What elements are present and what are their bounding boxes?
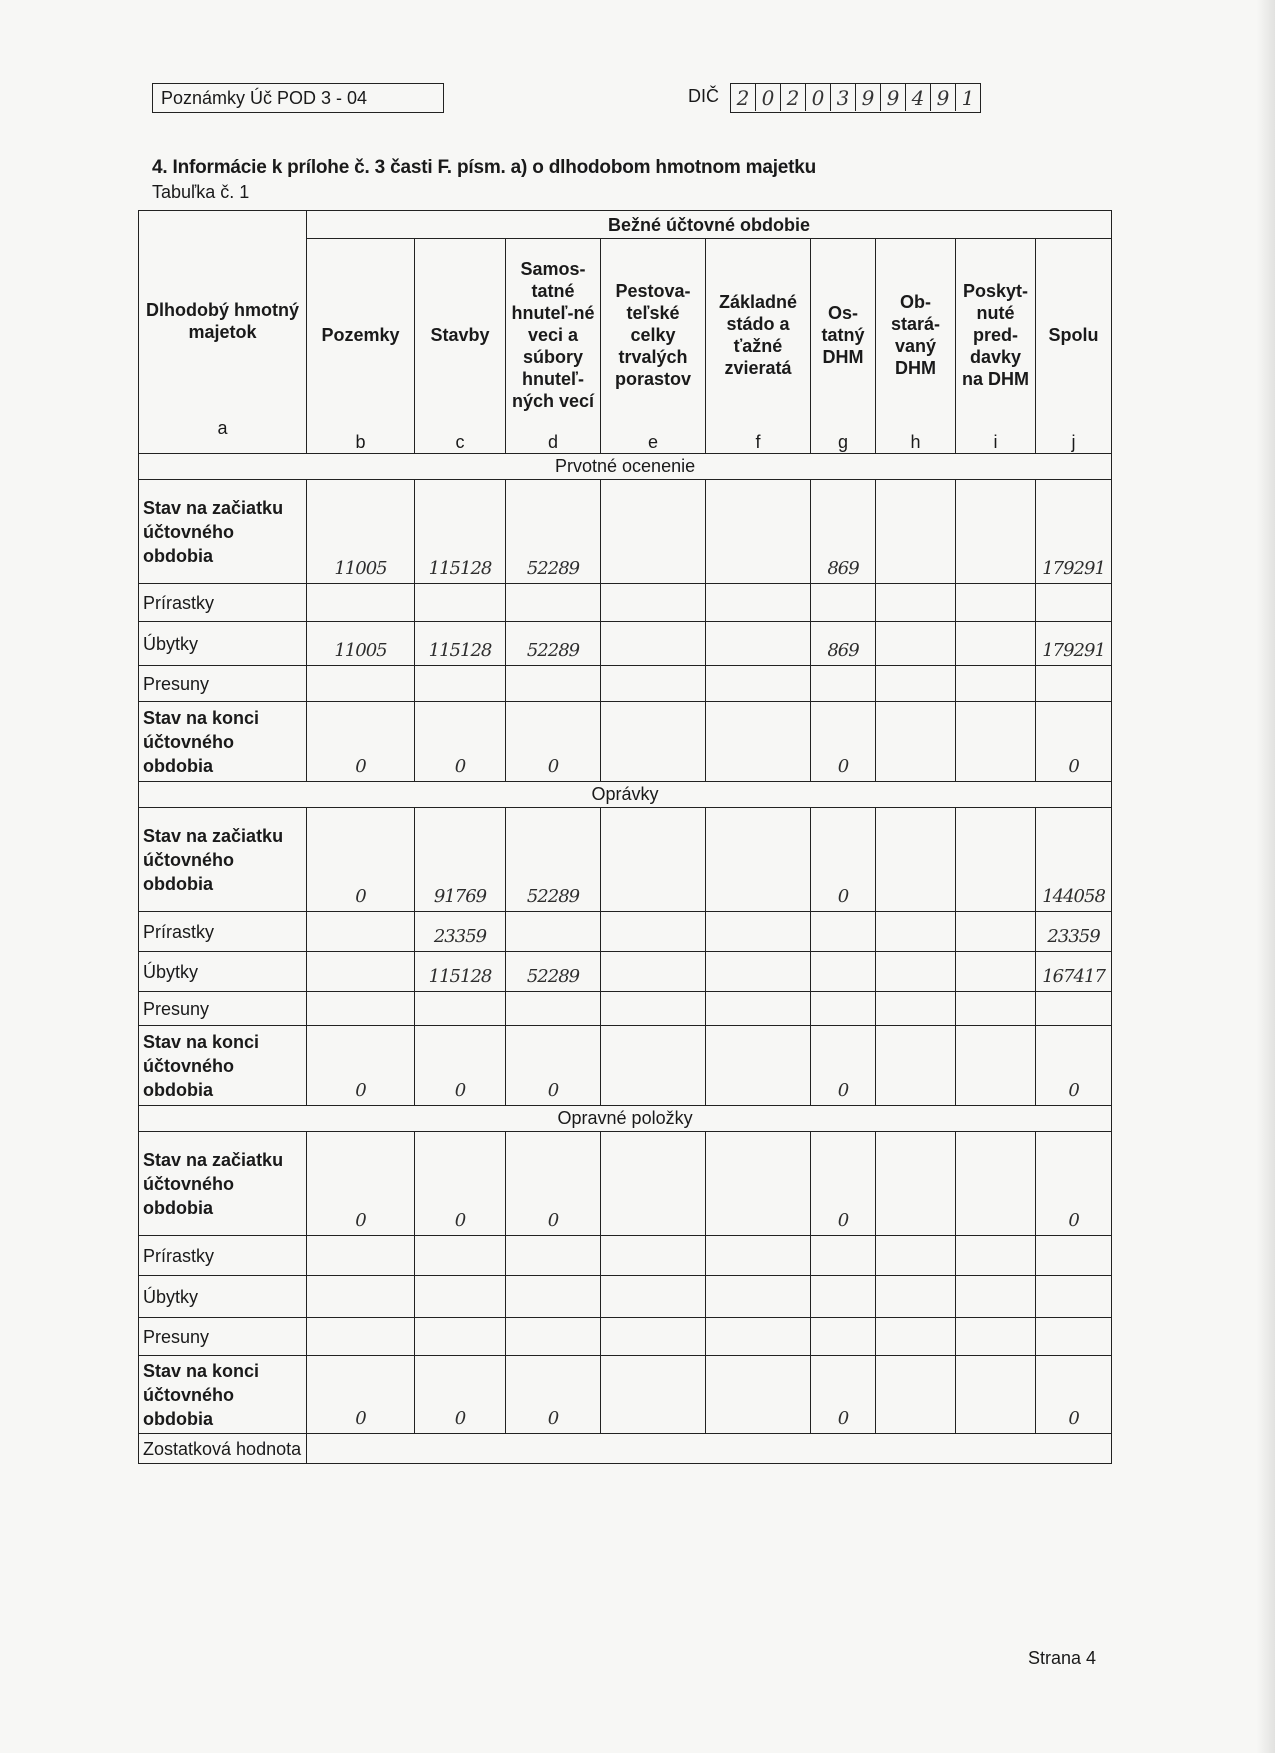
- col-letter-f: f: [755, 432, 761, 452]
- cell-p-ubytky-d: 52289: [506, 622, 601, 666]
- col-header-e: [601, 239, 706, 454]
- row-label-stav-zaciatok: Stav na začiatku účtovného obdobia: [139, 480, 307, 584]
- cell-o-end-b: 0: [307, 1026, 415, 1106]
- col-letter-g: g: [837, 432, 848, 452]
- cell-p-end-b: 0: [307, 702, 415, 782]
- form-code-box: Poznámky Úč POD 3 - 04: [152, 83, 444, 113]
- cell-op-end-c: 0: [415, 1356, 506, 1434]
- cell-o-ubytky-c: 115128: [415, 952, 506, 992]
- col-letter-e: e: [647, 432, 658, 452]
- col-header-b: [307, 239, 415, 454]
- dic-digit: 9: [881, 84, 906, 111]
- cell-o-start-d: 52289: [506, 808, 601, 912]
- cell-p-start-h: [876, 480, 956, 584]
- row-label-stav-zaciatok: Stav na začiatku účtovného obdobia: [139, 1132, 307, 1236]
- cell-o-start-b: 0: [307, 808, 415, 912]
- section-opravky: Oprávky: [139, 782, 1112, 808]
- col-label-d: Samos-tatné hnuteľ-né veci a súbory hnuteľ-ných vecí: [511, 259, 595, 411]
- cell-p-start-b: 11005: [307, 480, 415, 584]
- row-label-presuny: Presuny: [139, 666, 307, 702]
- page-number: Strana 4: [1028, 1648, 1097, 1668]
- col-header-f: [706, 239, 811, 454]
- col-header-a: [139, 211, 307, 454]
- cell-p-start-j: 179291: [1036, 480, 1112, 584]
- cell-o-prirastky-j: 23359: [1036, 912, 1112, 952]
- col-label-e: Pestova-teľské celky trvalých porastov: [614, 281, 692, 389]
- col-label-i: Poskyt-nuté pred-davky na DHM: [962, 281, 1029, 389]
- col-header-g: [811, 239, 876, 454]
- cell-p-end-j: 0: [1036, 702, 1112, 782]
- col-header-i: [956, 239, 1036, 454]
- cell-o-end-c: 0: [415, 1026, 506, 1106]
- cell-op-start-c: 0: [415, 1132, 506, 1236]
- page-edge-shadow: [1257, 0, 1275, 1753]
- col-label-g: Os-tatný DHM: [821, 303, 865, 367]
- cell-op-start-g: 0: [811, 1132, 876, 1236]
- col-letter-j: j: [1071, 432, 1076, 452]
- dic-digit: 9: [856, 84, 881, 111]
- col-header-c: [415, 239, 506, 454]
- row-label-presuny: Presuny: [139, 1318, 307, 1356]
- dic-label: DIČ: [688, 86, 719, 106]
- cell-op-start-b: 0: [307, 1132, 415, 1236]
- row-label-prirastky: Prírastky: [139, 584, 307, 622]
- row-label-ubytky: Úbytky: [139, 622, 307, 666]
- dhm-table: [138, 210, 1112, 1464]
- cell-op-start-j: 0: [1036, 1132, 1112, 1236]
- cell-p-end-d: 0: [506, 702, 601, 782]
- col-header-d: [506, 239, 601, 454]
- col-letter-c: c: [455, 432, 465, 452]
- dic-boxes: [730, 83, 981, 113]
- cell-p-end-c: 0: [415, 702, 506, 782]
- row-label-ubytky: Úbytky: [139, 952, 307, 992]
- cell-p-start-e: [601, 480, 706, 584]
- dic-digit: 2: [731, 84, 756, 111]
- cell-o-start-c: 91769: [415, 808, 506, 912]
- dic-digit: 0: [806, 84, 831, 111]
- row-label-stav-koniec: Stav na konci účtovného obdobia: [139, 702, 307, 782]
- cell-op-end-j: 0: [1036, 1356, 1112, 1434]
- col-label-j: Spolu: [1048, 325, 1099, 345]
- cell-p-start-i: [956, 480, 1036, 584]
- cell-op-start-d: 0: [506, 1132, 601, 1236]
- section-prvotne-ocenenie: Prvotné ocenenie: [139, 454, 1112, 480]
- cell-o-end-d: 0: [506, 1026, 601, 1106]
- cell-p-end-g: 0: [811, 702, 876, 782]
- row-label-prirastky: Prírastky: [139, 1236, 307, 1276]
- col-label-h: Ob-stará-vaný DHM: [890, 292, 941, 378]
- cell-o-ubytky-d: 52289: [506, 952, 601, 992]
- cell-p-start-d: 52289: [506, 480, 601, 584]
- col-header-j: [1036, 239, 1112, 454]
- dic-digit: 2: [781, 84, 806, 111]
- dic-digit: 0: [756, 84, 781, 111]
- cell-o-start-g: 0: [811, 808, 876, 912]
- period-header: Bežné účtovné obdobie: [307, 211, 1112, 239]
- row-label-presuny: Presuny: [139, 992, 307, 1026]
- cell-o-ubytky-j: 167417: [1036, 952, 1112, 992]
- cell-p-start-c: 115128: [415, 480, 506, 584]
- col-letter-d: d: [547, 432, 558, 452]
- cell-p-ubytky-b: 11005: [307, 622, 415, 666]
- cell-op-end-d: 0: [506, 1356, 601, 1434]
- dic-digit: 3: [831, 84, 856, 111]
- col-label-a: Dlhodobý hmotný majetok: [146, 300, 299, 342]
- cell-p-start-f: [706, 480, 811, 584]
- dic-digit: 1: [961, 86, 975, 110]
- cell-op-end-b: 0: [307, 1356, 415, 1434]
- section-title: 4. Informácie k prílohe č. 3 časti F. písm. a) o dlhodobom hmotnom majetku: [152, 157, 817, 178]
- row-label-stav-koniec: Stav na konci účtovného obdobia: [139, 1356, 307, 1434]
- col-label-c: Stavby: [430, 325, 490, 345]
- row-label-ubytky: Úbytky: [139, 1276, 307, 1318]
- col-header-h: [876, 239, 956, 454]
- col-label-b: Pozemky: [321, 325, 400, 345]
- cell-p-start-g: 869: [811, 480, 876, 584]
- col-label-f: Základné stádo a ťažné zvieratá: [718, 292, 798, 378]
- cell-o-end-j: 0: [1036, 1026, 1112, 1106]
- row-label-stav-zaciatok: Stav na začiatku účtovného obdobia: [139, 808, 307, 912]
- row-label-stav-koniec: Stav na konci účtovného obdobia: [139, 1026, 307, 1106]
- cell-p-ubytky-j: 179291: [1036, 622, 1112, 666]
- cell-o-end-g: 0: [811, 1026, 876, 1106]
- col-letter-b: b: [355, 432, 366, 452]
- cell-o-prirastky-c: 23359: [415, 912, 506, 952]
- dic-digit: 9: [931, 84, 956, 111]
- cell-o-start-j: 144058: [1036, 808, 1112, 912]
- cell-op-end-g: 0: [811, 1356, 876, 1434]
- zostatkova-empty: [307, 1434, 1112, 1464]
- row-label-zostatkova: Zostatková hodnota: [139, 1434, 307, 1464]
- dic-digit: 4: [906, 84, 931, 111]
- row-label-prirastky: Prírastky: [139, 912, 307, 952]
- col-letter-a: a: [217, 418, 228, 438]
- col-letter-i: i: [993, 432, 998, 452]
- cell-p-ubytky-c: 115128: [415, 622, 506, 666]
- col-letter-h: h: [910, 432, 921, 452]
- cell-p-ubytky-g: 869: [811, 622, 876, 666]
- section-opravne-polozky: Opravné položky: [139, 1106, 1112, 1132]
- table-label: Tabuľka č. 1: [152, 182, 250, 202]
